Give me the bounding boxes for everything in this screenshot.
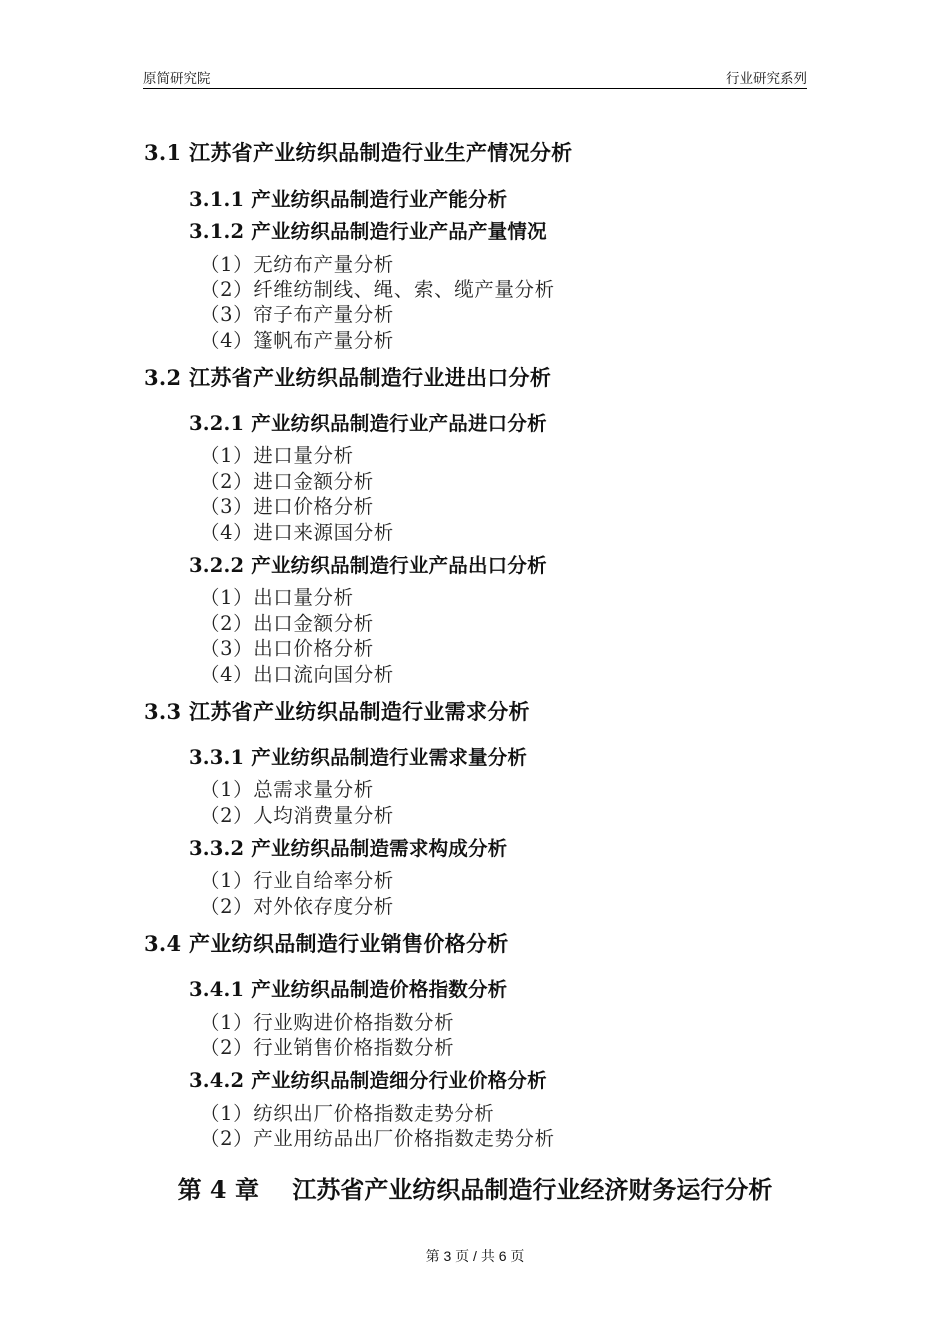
toc-item: （4）出口流向国分析: [200, 663, 394, 686]
toc-item: （1）行业自给率分析: [200, 869, 394, 892]
toc-item: （2）行业销售价格指数分析: [200, 1036, 455, 1059]
toc-section-heading: 3.1 江苏省产业纺织品制造行业生产情况分析: [144, 140, 573, 165]
chapter-heading: 第 4 章 江苏省产业纺织品制造行业经济财务运行分析: [177, 1175, 773, 1204]
page-number: 第 3 页 / 共 6 页: [425, 1248, 525, 1264]
toc-section-heading: 3.2 江苏省产业纺织品制造行业进出口分析: [144, 365, 552, 390]
toc-item: （2）进口金额分析: [200, 470, 374, 493]
toc-item: （3）出口价格分析: [200, 637, 374, 660]
toc-item: （1）行业购进价格指数分析: [200, 1011, 455, 1034]
toc-item: （4）篷帆布产量分析: [200, 329, 394, 352]
toc-item: （2）纤维纺制线、绳、索、缆产量分析: [200, 278, 555, 301]
toc-subsection-heading: 3.3.2 产业纺织品制造需求构成分析: [189, 837, 508, 860]
toc-subsection-heading: 3.1.2 产业纺织品制造行业产品产量情况: [189, 220, 547, 243]
toc-subsection-heading: 3.4.2 产业纺织品制造细分行业价格分析: [189, 1069, 547, 1092]
toc-item: （2）产业用纺品出厂价格指数走势分析: [200, 1127, 555, 1150]
toc-item: （1）出口量分析: [200, 586, 354, 609]
toc-subsection-heading: 3.4.1 产业纺织品制造价格指数分析: [189, 978, 508, 1001]
toc-item: （1）总需求量分析: [200, 778, 374, 801]
toc-subsection-heading: 3.3.1 产业纺织品制造行业需求量分析: [189, 746, 528, 769]
toc-item: （2）对外依存度分析: [200, 895, 394, 918]
toc-item: （1）进口量分析: [200, 444, 354, 467]
header-series-name: 行业研究系列: [726, 71, 807, 86]
toc-section-heading: 3.4 产业纺织品制造行业销售价格分析: [144, 931, 509, 956]
toc-item: （3）进口价格分析: [200, 495, 374, 518]
toc-subsection-heading: 3.1.1 产业纺织品制造行业产能分析: [189, 188, 508, 211]
toc-item: （3）帘子布产量分析: [200, 303, 394, 326]
toc-item: （1）纺织出厂价格指数走势分析: [200, 1102, 495, 1125]
toc-subsection-heading: 3.2.2 产业纺织品制造行业产品出口分析: [189, 554, 547, 577]
page-header: [143, 66, 807, 89]
toc-item: （2）出口金额分析: [200, 612, 374, 635]
toc-item: （4）进口来源国分析: [200, 521, 394, 544]
toc-item: （2）人均消费量分析: [200, 804, 394, 827]
toc-subsection-heading: 3.2.1 产业纺织品制造行业产品进口分析: [189, 412, 547, 435]
toc-item: （1）无纺布产量分析: [200, 253, 394, 276]
header-org-name: 原简研究院: [143, 71, 211, 86]
toc-section-heading: 3.3 江苏省产业纺织品制造行业需求分析: [144, 699, 530, 724]
